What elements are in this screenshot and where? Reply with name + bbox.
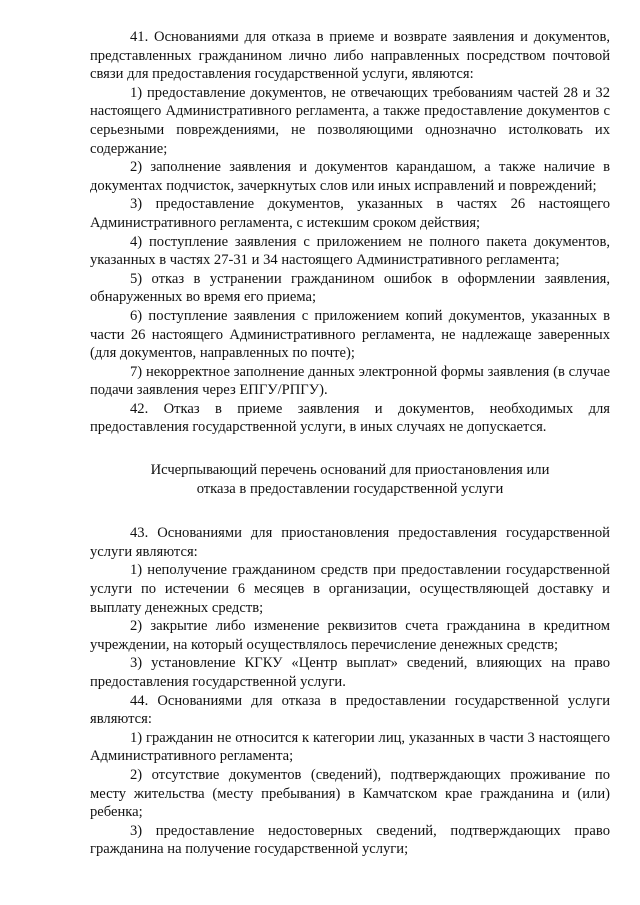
section-heading [90, 461, 610, 498]
list-item: 1) предоставление документов, не отвечающих требованиям частей 28 и 32 настоящего Административного регламента, а также предоставление документов с серьезными повреждениями, не позволяющими однозначно истолковать их содержание; [90, 84, 610, 157]
list-item: 3) установление КГКУ «Центр выплат» сведений, влияющих на право предоставления государственной услуги. [90, 655, 610, 690]
section-heading-line-1: Исчерпывающий перечень оснований для приостановления или [150, 462, 550, 479]
list-item: 7) некорректное заполнение данных электронной формы заявления (в случае подачи заявления через ЕПГУ/РПГУ). [90, 363, 610, 399]
list-item: 3) предоставление недостоверных сведений, подтверждающих право гражданина на получение государственной услуги; [90, 822, 610, 858]
list-item: 2) заполнение заявления и документов карандашом, а также наличие в документах подчисток, зачеркнутых слов или иных исправлений и повреждений; [90, 159, 610, 194]
list-item: 6) поступление заявления с приложением копий документов, указанных в части 26 настоящего Административного регламента, не надлежаще заверенных (для документов, направленных по почте); [90, 307, 610, 362]
section-heading-line-2: отказа в предоставлении государственной услуги [196, 480, 504, 497]
document-page [90, 28, 610, 859]
list-item: 2) закрытие либо изменение реквизитов счета гражданина в кредитном учреждении, на который осуществлялось перечисление денежных средств; [90, 618, 610, 653]
list-item: 2) отсутствие документов (сведений), подтверждающих проживание по месту жительства (месту пребывания) в Камчатском крае гражданина и (или) ребенка; [90, 766, 610, 821]
list-item: 1) неполучение гражданином средств при предоставлении государственной услуги по истечении 6 месяцев в организации, осуществляющей доставку и выплату денежных средств; [90, 562, 610, 616]
list-item: 1) гражданин не относится к категории лиц, указанных в части 3 настоящего Административного регламента; [90, 729, 610, 765]
list-item: 4) поступление заявления с приложением не полного пакета документов, указанных в частях 27-31 и 34 настоящего Административного регламента; [90, 233, 610, 269]
paragraph-43: 43. Основаниями для приостановления предоставления государственной услуги являются: [90, 525, 610, 560]
list-item: 3) предоставление документов, указанных в частях 26 настоящего Административного регламента, с истекшим сроком действия; [90, 196, 610, 231]
list-item: 5) отказ в устранении гражданином ошибок в оформлении заявления, обнаруженных во время его приема; [90, 270, 610, 306]
paragraph-41: 41. Основаниями для отказа в приеме и возврате заявления и документов, представленных гражданином лично либо направленных посредством почтовой связи для предоставления государственной услуги, являются: [90, 29, 610, 83]
paragraph-42: 42. Отказ в приеме заявления и документов, необходимых для предоставления государственной услуги, в иных случаях не допускается. [90, 400, 610, 436]
paragraph-44: 44. Основаниями для отказа в предоставлении государственной услуги являются: [90, 692, 610, 728]
